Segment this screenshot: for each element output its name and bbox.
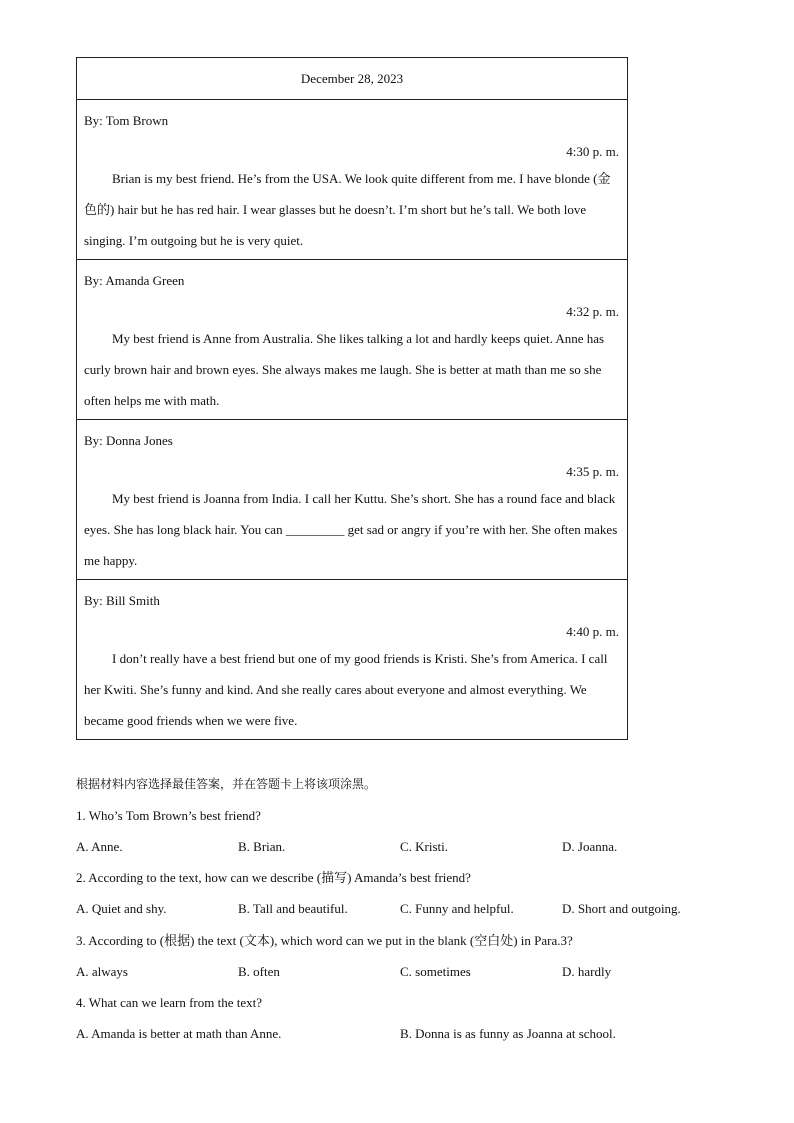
post-time: 4:30 p. m. xyxy=(566,144,619,159)
post-author: By: Tom Brown xyxy=(84,113,169,128)
question-1: 1. Who’s Tom Brown’s best friend? xyxy=(76,808,261,823)
option-d[interactable]: D. hardly xyxy=(562,964,612,979)
post-tom-brown xyxy=(77,100,628,260)
option-d[interactable]: D. Short and outgoing. xyxy=(562,901,681,916)
option-c[interactable]: C. Kristi. xyxy=(400,839,449,854)
post-time: 4:40 p. m. xyxy=(566,624,619,639)
option-a[interactable]: A. Anne. xyxy=(76,839,123,854)
question-3: 3. According to (根据) the text (文本), which word can we put in the blank (空白处) in Para.3? xyxy=(76,933,573,948)
option-a[interactable]: A. Quiet and shy. xyxy=(76,901,167,916)
post-body: Brian is my best friend. He’s from the USA. We look quite different from me. I have blonde (金色的) hair but he has red hair. I wear glasses but he doesn’t. I’m short but he’s tall. We both love singing. I’m outgoing but he is very quiet. xyxy=(84,171,611,248)
option-b[interactable]: B. Brian. xyxy=(238,839,286,854)
option-b[interactable]: B. Donna is as funny as Joanna at school. xyxy=(400,1026,616,1041)
post-body: I don’t really have a best friend but one of my good friends is Kristi. She’s from America. I call her Kwiti. She’s funny and kind. And she really cares about everyone and almost everything. We became good friends when we were five. xyxy=(84,651,608,728)
option-b[interactable]: B. often xyxy=(238,964,280,979)
option-a[interactable]: A. Amanda is better at math than Anne. xyxy=(76,1026,282,1041)
post-author: By: Bill Smith xyxy=(84,593,160,608)
post-bill-smith xyxy=(77,580,628,740)
posts-table xyxy=(76,57,628,740)
option-c[interactable]: C. Funny and helpful. xyxy=(400,901,514,916)
post-amanda-green xyxy=(77,260,628,420)
post-time: 4:35 p. m. xyxy=(566,464,619,479)
post-date: December 28, 2023 xyxy=(77,58,628,100)
question-4: 4. What can we learn from the text? xyxy=(76,995,263,1010)
question-2: 2. According to the text, how can we describe (描写) Amanda’s best friend? xyxy=(76,870,471,885)
option-c[interactable]: C. sometimes xyxy=(400,964,471,979)
instruction: 根据材料内容选择最佳答案，并在答题卡上将该项涂黑。 xyxy=(76,777,377,791)
post-author: By: Donna Jones xyxy=(84,433,173,448)
post-body: My best friend is Joanna from India. I call her Kuttu. She’s short. She has a round face and black eyes. She has long black hair. You can _________ get sad or angry if you’re with her. She often makes me happy. xyxy=(84,491,618,568)
option-d[interactable]: D. Joanna. xyxy=(562,839,618,854)
post-author: By: Amanda Green xyxy=(84,273,185,288)
option-b[interactable]: B. Tall and beautiful. xyxy=(238,901,348,916)
post-body: My best friend is Anne from Australia. She likes talking a lot and hardly keeps quiet. Anne has curly brown hair and brown eyes. She always makes me laugh. She is better at math than me so she often helps me with math. xyxy=(84,331,605,408)
post-donna-jones xyxy=(77,420,628,580)
post-time: 4:32 p. m. xyxy=(566,304,619,319)
option-a[interactable]: A. always xyxy=(76,964,128,979)
